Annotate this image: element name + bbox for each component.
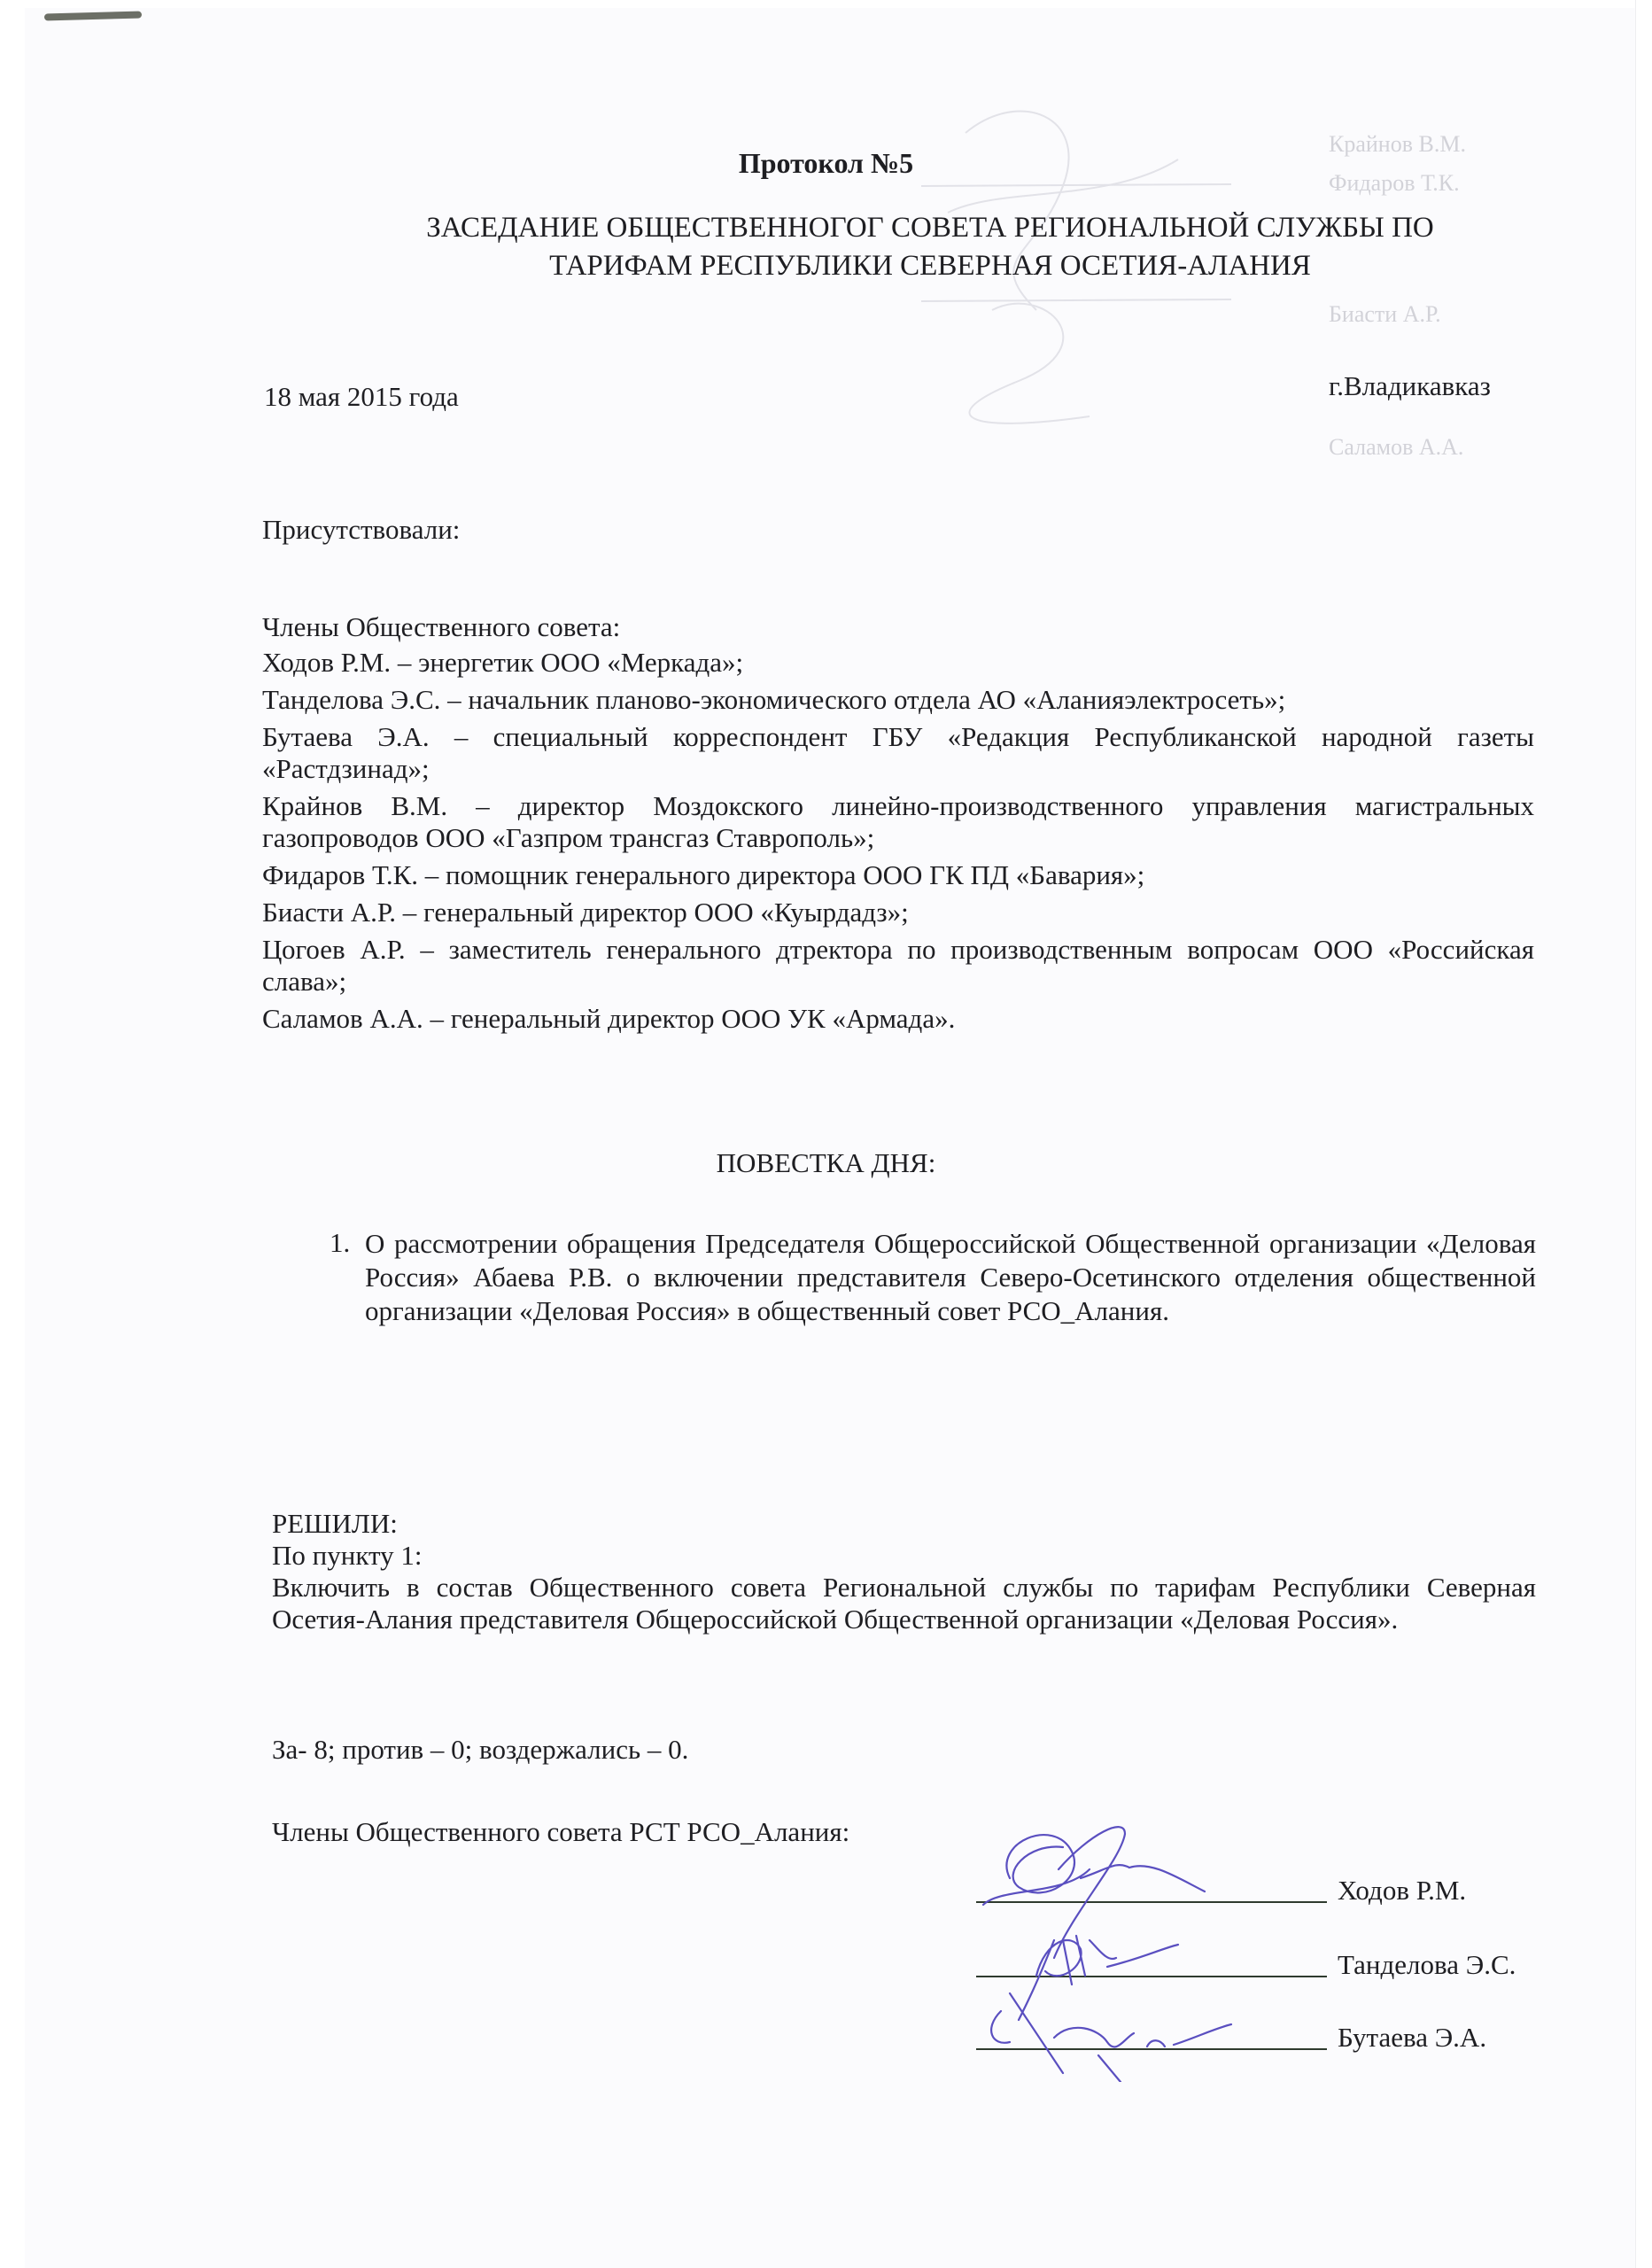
bleed-name: Крайнов В.М.: [1329, 131, 1466, 157]
signature-khodov: [983, 1827, 1205, 1958]
agenda-item: [330, 1227, 1536, 1328]
meeting-date: 18 мая 2015 года: [264, 381, 459, 412]
decided-label: РЕШИЛИ:: [272, 1508, 398, 1539]
bleed-name: Саламов А.А.: [1329, 434, 1464, 460]
member-item: Фидаров Т.К. – помощник генерального директора ООО ГК ПД «Бавария»;: [262, 859, 1145, 890]
vote-result: За- 8; против – 0; воздержались – 0.: [272, 1734, 689, 1765]
decision-point: По пункту 1:: [272, 1540, 423, 1571]
bleed-name: Биасти А.Р.: [1329, 301, 1441, 327]
members-heading: Члены Общественного совета:: [262, 611, 621, 642]
bleed-name: Фидаров Т.К.: [1329, 170, 1460, 196]
signatory-name: Танделова Э.С.: [1338, 1949, 1516, 1980]
signatures-heading: Члены Общественного совета РСТ РСО_Алания:: [272, 1816, 850, 1847]
member-item: Бутаева Э.А. – специальный корреспондент ГБУ «Редакция Республиканской народной газеты «Растдзинад»;: [262, 721, 1534, 784]
agenda-item-text: О рассмотрении обращения Председателя Общероссийской Общественной организации «Деловая Россия» Абаева Р.В. о включении представителя Северо-Осетинского отделения общественной организации «Деловая Россия» в общественный совет РСО_Алания.: [365, 1228, 1536, 1326]
signature-tandelova: [1019, 1936, 1178, 2020]
members-list: [262, 611, 1534, 1040]
member-item: Биасти А.Р. – генеральный директор ООО «Куырдадз»;: [262, 897, 909, 928]
member-item: Танделова Э.С. – начальник планово-экономического отдела АО «Аланияэлектросеть»;: [262, 684, 1286, 715]
decision-text: Включить в состав Общественного совета Региональной службы по тарифам Республики Северная Осетия-Алания представителя Общероссийской Общественной организации «Деловая Россия».: [272, 1572, 1536, 1635]
meeting-city: г.Владикавказ: [1329, 370, 1491, 401]
agenda-title: ПОВЕСТКА ДНЯ:: [716, 1147, 936, 1178]
agenda-item-number: 1.: [330, 1227, 351, 1258]
signatory-name: Ходов Р.М.: [1338, 1875, 1467, 1906]
page-edge-top: [0, 0, 1652, 8]
decision-block: [272, 1508, 1536, 1635]
page-edge-left: [0, 0, 25, 2268]
member-item: Крайнов В.М. – директор Моздокского линейно-производственного управления магистральных газопроводов ООО «Газпром трансгаз Ставрополь»;: [262, 790, 1534, 853]
member-item: Цогоев А.Р. – заместитель генерального дтректора по производственным вопросам ООО «Российская слава»;: [262, 934, 1534, 997]
signatory-name: Бутаева Э.А.: [1338, 2022, 1487, 2053]
signature-butaeva: [991, 1993, 1231, 2082]
page-edge-right: [1635, 0, 1652, 2268]
member-item: Саламов А.А. – генеральный директор ООО УК «Армада».: [262, 1003, 956, 1034]
document-subtitle: [319, 209, 1541, 285]
agenda-list: [330, 1227, 1536, 1328]
subtitle-line-1: ЗАСЕДАНИЕ ОБЩЕСТВЕННОГОГ СОВЕТА РЕГИОНАЛЬНОЙ СЛУЖБЫ ПО: [426, 212, 1434, 244]
staple-mark: [44, 12, 142, 21]
present-label: Присутствовали:: [262, 514, 461, 545]
member-item: Ходов Р.М. – энергетик ООО «Меркада»;: [262, 647, 744, 678]
handwritten-signatures: [974, 1807, 1276, 2082]
subtitle-line-2: ТАРИФАМ РЕСПУБЛИКИ СЕВЕРНАЯ ОСЕТИЯ-АЛАНИЯ: [549, 250, 1311, 282]
document-title: Протокол №5: [738, 147, 914, 179]
